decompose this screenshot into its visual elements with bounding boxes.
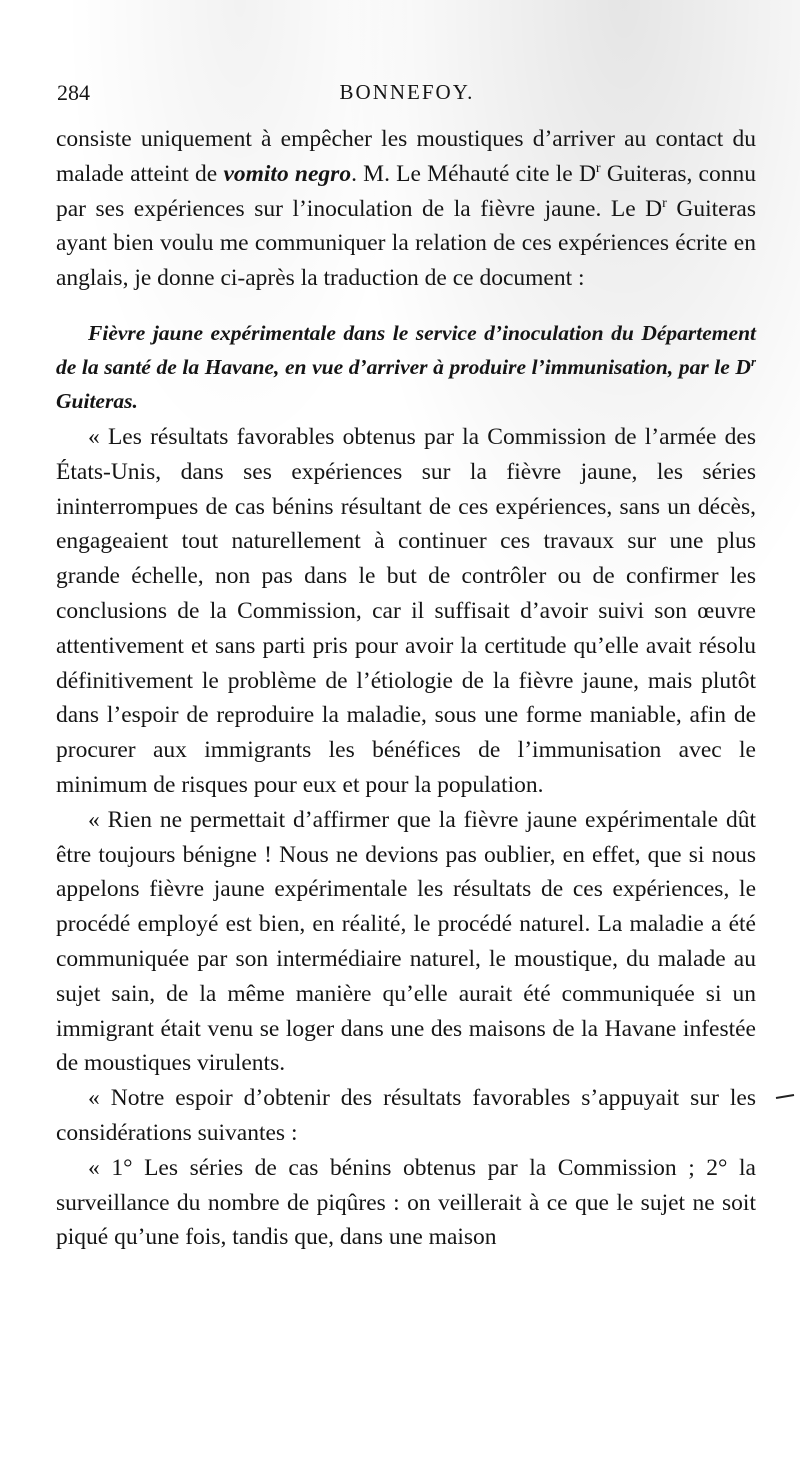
text-span: Guiteras ayant bien voulu me communiquer la relation de ces expériences écrite en anglais, je donne ci-après la traduction de ce document : bbox=[56, 195, 756, 292]
section-heading bbox=[56, 316, 756, 418]
paragraph: « Rien ne permettait d’affirmer que la fièvre jaune expérimentale dût être toujours bénigne ! Nous ne devions pas oublier, en effet, que si nous appelons fièvre jaune expérimentale les résultats de ces expériences, le procédé employé est bien, en réalité, le procédé naturel. La maladie a été communiquée par son intermédiaire naturel, le moustique, du malade au sujet sain, de la même manière qu’elle aurait été communiquée si un immigrant était venu se loger dans une des maisons de la Havane infestée de moustiques virulents. bbox=[56, 806, 756, 1077]
page-header bbox=[57, 80, 757, 110]
heading-text: Fièvre jaune expérimentale dans le service d’inoculation du Département de la santé de la Havane, en vue d’arriver à produire l’immunisation, par le D bbox=[56, 320, 756, 379]
paragraph: « Notre espoir d’obtenir des résultats favorables s’appuyait sur les considérations suivantes : bbox=[56, 1085, 756, 1146]
superscript: r bbox=[595, 159, 601, 176]
text-span: . M. Le Méhauté cite le D bbox=[351, 160, 596, 187]
italic-term: vomito negro bbox=[223, 160, 352, 187]
running-head: BONNEFOY. bbox=[339, 80, 475, 104]
text-span: consiste uniquement à empêcher les moustiques d’arriver au contact du malade atteint de bbox=[56, 126, 756, 187]
body-text bbox=[56, 122, 756, 1255]
paragraph: « Les résultats favorables obtenus par la Commission de l’armée des États-Unis, dans ses expériences sur la fièvre jaune, les séries ininterrompues de cas bénins résultant de ces expériences, sans un décès, engageaient tout naturellement à continuer ces travaux sur une plus grande échelle, non pas dans le but de contrôler ou de confirmer les conclusions de la Commission, car il suffisait d’avoir suivi son œuvre attentivement et sans parti pris pour avoir la certitude qu’elle avait résolu définitivement le problème de l’étiologie de la fièvre jaune, mais plutôt dans l’espoir de reproduire la maladie, sous une forme maniable, afin de procurer aux immigrants les bénéfices de l’immunisation avec le minimum de risques pour eux et pour la population. bbox=[56, 423, 756, 798]
page-number: 284 bbox=[57, 80, 90, 105]
text-span: Guiteras, connu par ses expériences sur l’inoculation de la fièvre jaune. Le D bbox=[56, 160, 756, 222]
ink-mark bbox=[775, 1094, 795, 1099]
paragraph: « 1° Les séries de cas bénins obtenus par la Commission ; 2° la surveillance du nombre de piqûres : on veillerait à ce que le sujet ne soit piqué qu’une fois, tandis que, dans une maison bbox=[56, 1154, 756, 1251]
heading-text: Guiteras. bbox=[56, 388, 138, 413]
paragraph-continuation bbox=[56, 122, 756, 296]
superscript: r bbox=[662, 194, 667, 211]
superscript: r bbox=[750, 354, 756, 369]
